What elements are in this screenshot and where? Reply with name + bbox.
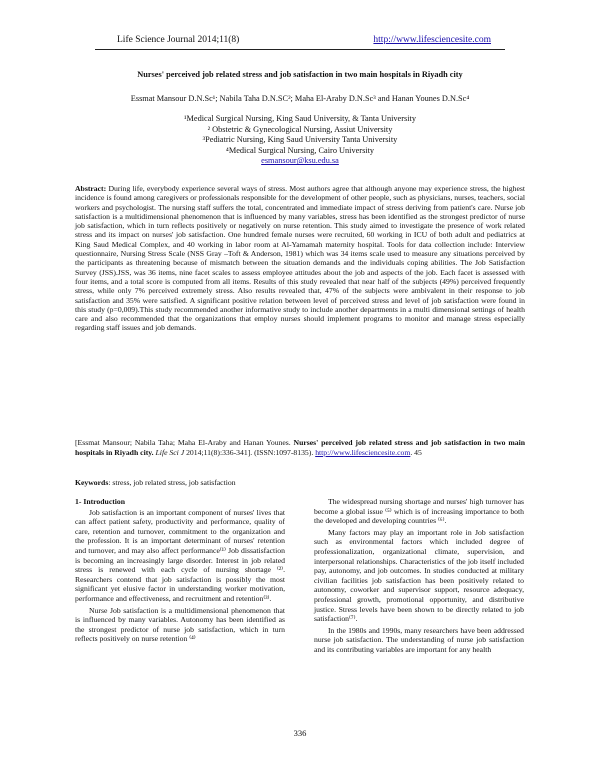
citation-title: Nurses' perceived job related stress and job satisfaction in two main hospitals in Riyadh city. (75, 438, 525, 457)
citation-suffix: . 45 (410, 447, 422, 457)
affiliations (100, 114, 500, 167)
left-column (75, 497, 285, 646)
citation-details: 2014;11(8):336-341]. (ISSN:1097-8135). (184, 447, 316, 457)
abstract-text: During life, everybody experience several ways of stress. Most authors agree that although anyone may experience stress, the highest incidence is found among caregivers or professionals responsible for the development of other people, such as physicians, nurses, teachers, social workers and psychologist. The nursing staff suffers the total, concentrated and immediate impact of stress deriving from patient's care. Nurse job satisfaction is a multidimensional phenomenon that is influenced by many variables, stress has been identified as the strongest predictor of nurse job satisfaction, which in turn reflects positively or negatively on nurse retention. This study aimed to investigate the presence of work related stress and its impact on nurses' job satisfaction. One hundred female nurses were recruited, 60 working in ICU of both adult and pediatrics at King Saud Medical Complex, and 40 working in labor room at Al-Yamamah maternity hospital. Tools for data collection include: Interview questionnaire, Nursing Stress Scale (NSS Gray –Toft & Anderson, 1981) which was 34 items scale used to measure any situations perceived by the participants as threatening because of mismatch between the situation demands and the individuals coping abilities. The Job Satisfaction Survey (JSS).JSS, was 36 items, nine facet scales to assess employee attitudes about the job and aspects of the job. Each facet is assessed with four items, and a total score is computed from all items. Results of this study revealed that near half of the subjects (49%) perceived frequently stress, while only 7% perceived extremely stress. Also results revealed that, 47% of the subjects were ambivalent in their response to job satisfaction and 35% were satisfied. A significant positive relation between level of perceived stress and level of job satisfaction were found in this study (p=0,009).This study recommended another informative study to include another departments in a multi dimensional settings of health care and also recommended that the organizations that employ nurses should implement programs to monitor and manage stress especially regarding staff issues and job demands. (75, 184, 525, 333)
keywords (75, 478, 525, 487)
abstract (75, 184, 525, 333)
journal-site-link[interactable]: http://www.lifesciencesite.com (373, 35, 491, 45)
affiliation-4: ⁴Medical Surgical Nursing, Cairo University (225, 145, 375, 155)
paragraph: Nurse Job satisfaction is a multidimensional phenomenon that is influenced by many variables. Autonomy has been identified as the strongest predictor of nurse job satisfaction, which in turn reflects positively on nurse retention ⁽⁴⁾ (75, 605, 285, 644)
keywords-label: Keywords (75, 478, 109, 487)
right-column (314, 497, 524, 657)
citation-journal: Life Sci J (153, 447, 185, 457)
page-number: 336 (293, 728, 307, 738)
citation-authors: [Essmat Mansour; Nabila Taha; Maha El-Araby and Hanan Younes. (75, 438, 294, 447)
citation-link[interactable]: http://www.lifesciencesite.com (315, 447, 411, 457)
paragraph: In the 1980s and 1990s, many researchers have been addressed nurse job satisfaction. The understanding of nurse job satisfaction and its contributing variables are important for any health (314, 625, 524, 654)
section-heading-introduction: 1- Introduction (75, 497, 126, 506)
paragraph: Job satisfaction is an important component of nurses' lives that can affect patient safety, productivity and performance, quality of care, retention and turnover, commitment to the organization and the profession. It is an important determinant of nurses' retention and turnover, and may also affect performance⁽¹⁾ Job dissatisfaction is becoming an increasingly large disorder. Interest in job related stress is renewed with each cycle of nursing shortage ⁽²⁾. Researchers contend that job satisfaction is possibly the most significant yet elusive factor in understanding worker motivation, performance and effectiveness, and recruitment and retention⁽³⁾. (75, 507, 285, 603)
contact-email[interactable]: esmansour@ksu.edu.sa (261, 156, 339, 166)
running-header (95, 35, 505, 49)
affiliation-3: ³Pediatric Nursing, King Saud University Tanta University (202, 135, 398, 145)
paper-title: Nurses' perceived job related stress and job satisfaction in two main hospitals in Riyadh city (137, 70, 463, 79)
affiliation-2: ² Obstetric & Gynecological Nursing, Assiut University (207, 124, 393, 134)
affiliation-1: ¹Medical Surgical Nursing, King Saud University, & Tanta University (184, 114, 416, 123)
author-list: Essmat Mansour D.N.Sc¹; Nabila Taha D.N.SC²; Maha El-Araby D.N.Sc³ and Hanan Younes D.N.Sc⁴ (130, 94, 470, 103)
abstract-label: Abstract: (75, 184, 107, 193)
paragraph: Many factors may play an important role in Job satisfaction such as environmental factors which included degree of professionalization, organizational climate, supervision, and interpersonal relationships. Characteristics of the job itself included pay, autonomy, and job outcomes. In studies conducted at military civilian facilities job satisfaction has been positively related to autonomy, coworker and supervisor support, resource adequacy, professional growth, promotional opportunity, and distributive justice. Stress levels have been shown to be directly related to job satisfaction⁽⁷⁾. (314, 527, 524, 624)
journal-name: Life Science Journal 2014;11(8) (117, 35, 240, 45)
citation (75, 438, 525, 457)
header-rule (95, 49, 505, 50)
paragraph: The widespread nursing shortage and nurses' high turnover has become a global issue ⁽⁵⁾ which is of increasing importance to both the developed and developing countries ⁽⁶⁾. (314, 497, 524, 526)
keywords-text: : stress, job related stress, job satisfaction (108, 478, 236, 487)
